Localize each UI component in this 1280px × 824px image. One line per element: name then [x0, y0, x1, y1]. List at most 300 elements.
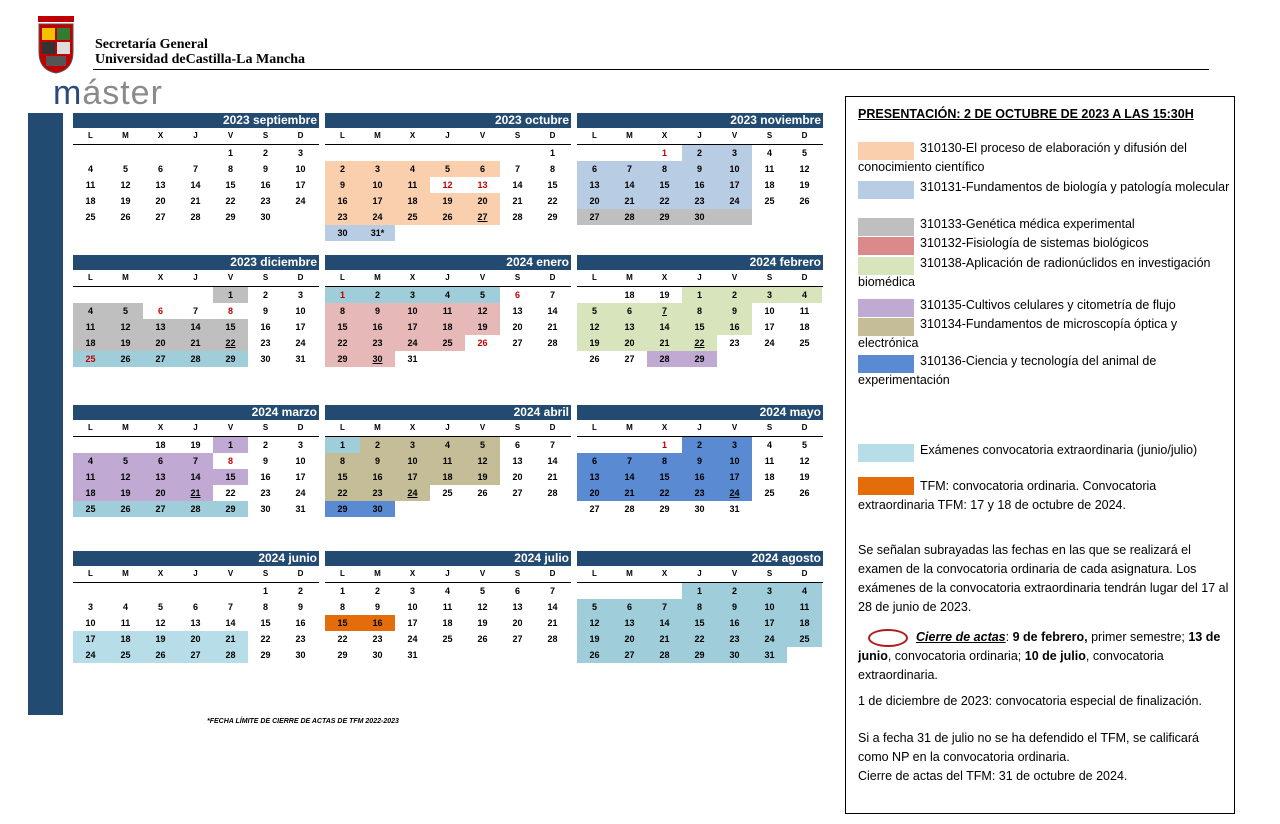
day-cell: 12: [477, 602, 488, 612]
weekday-label: V: [227, 131, 234, 140]
day-cell: 23: [360, 335, 395, 351]
day-cell: 8: [325, 453, 360, 469]
day-cell: 9: [682, 161, 717, 177]
day-cell: 31: [729, 504, 740, 514]
day-cell: 24: [395, 485, 430, 501]
day-cell: 8: [227, 164, 233, 174]
legend-swatch: [858, 318, 914, 336]
day-cell: 3: [297, 290, 303, 300]
day-cell: 1: [661, 440, 667, 450]
month-title: 2024 junio: [73, 551, 319, 566]
day-cell: 6: [157, 306, 163, 316]
month-title: 2024 abril: [325, 405, 571, 420]
day-cell: 19: [120, 196, 131, 206]
day-cell: 15: [647, 469, 682, 485]
weekday-label: M: [374, 423, 381, 432]
weekday-label: D: [801, 423, 808, 432]
day-cell: 19: [477, 618, 488, 628]
day-cell: 16: [260, 180, 271, 190]
day-cell: 16: [682, 469, 717, 485]
weekday-label: D: [297, 131, 304, 140]
day-cell: [787, 647, 822, 663]
weekday-label: V: [227, 569, 234, 578]
day-cell: 4: [430, 437, 465, 453]
legend-swatch: [858, 444, 914, 462]
day-cell: 24: [295, 488, 306, 498]
month-3: [73, 255, 319, 383]
day-cell: 14: [612, 469, 647, 485]
day-cell: 17: [752, 615, 787, 631]
legend-item: [858, 178, 1230, 197]
weekday-header: [577, 420, 823, 437]
day-cell: 21: [190, 196, 201, 206]
day-cell: 18: [155, 440, 166, 450]
day-cell: [535, 647, 570, 663]
day-cell: 6: [514, 586, 520, 596]
day-cell: [612, 437, 647, 453]
day-cell: 6: [577, 161, 612, 177]
day-cell: 30: [360, 351, 395, 367]
day-cell: 10: [85, 618, 96, 628]
day-cell: 19: [430, 193, 465, 209]
day-cell: 15: [682, 319, 717, 335]
day-cell: 9: [360, 453, 395, 469]
day-cell: 5: [479, 586, 485, 596]
day-cell: 31*: [360, 225, 395, 241]
month-title: 2023 diciembre: [73, 255, 319, 270]
weekday-label: M: [374, 131, 381, 140]
day-cell: 16: [682, 177, 717, 193]
legend-item-extraordinaria: Exámenes convocatoria extraordinaria (junio/julio): [858, 441, 1230, 460]
weekday-label: J: [697, 273, 702, 282]
day-cell: 22: [325, 485, 360, 501]
day-cell: 7: [647, 599, 682, 615]
day-cell: 13: [577, 469, 612, 485]
day-cell: 22: [225, 196, 236, 206]
weekday-label: D: [801, 273, 808, 282]
weekday-label: V: [227, 273, 234, 282]
weekday-label: J: [445, 131, 450, 140]
day-cell: 1: [325, 287, 360, 303]
day-cell: 7: [647, 303, 682, 319]
day-cell: [430, 351, 465, 367]
day-cell: 18: [764, 180, 775, 190]
day-cell: 21: [612, 193, 647, 209]
day-cell: 14: [547, 456, 558, 466]
day-cell: 5: [430, 161, 465, 177]
month-title: 2024 julio: [325, 551, 571, 566]
day-cell: [752, 351, 787, 367]
day-cell: 18: [85, 196, 96, 206]
day-cell: 11: [799, 306, 810, 316]
day-cell: 5: [108, 453, 143, 469]
weekday-label: D: [297, 273, 304, 282]
day-cell: 11: [73, 469, 108, 485]
weekday-label: M: [374, 273, 381, 282]
day-cell: 29: [337, 650, 348, 660]
day-cell: 24: [764, 338, 775, 348]
day-cell: 2: [262, 290, 268, 300]
day-cell: 9: [262, 164, 268, 174]
month-8: [577, 405, 823, 533]
weekday-label: S: [766, 423, 773, 432]
day-cell: 3: [752, 287, 787, 303]
day-cell: 22: [325, 335, 360, 351]
day-cell: [108, 583, 143, 599]
day-cell: [500, 351, 535, 367]
day-cell: 5: [465, 287, 500, 303]
weekday-label: J: [697, 423, 702, 432]
day-cell: 25: [442, 488, 453, 498]
weekday-label: V: [731, 423, 738, 432]
day-cell: 2: [262, 440, 268, 450]
day-cell: 14: [190, 180, 201, 190]
day-cell: 4: [87, 164, 93, 174]
day-cell: 30: [717, 647, 752, 663]
weekday-label: V: [227, 423, 234, 432]
day-cell: 29: [213, 501, 248, 517]
weekday-label: X: [661, 423, 668, 432]
day-cell: 18: [764, 472, 775, 482]
weekday-label: M: [626, 273, 633, 282]
day-cell: 3: [717, 145, 752, 161]
day-cell: 3: [717, 437, 752, 453]
weekday-label: D: [801, 569, 808, 578]
day-cell: 16: [360, 469, 395, 485]
weekday-header: [73, 128, 319, 145]
day-cell: 26: [477, 488, 488, 498]
day-cell: 26: [799, 196, 810, 206]
day-cell: 8: [647, 453, 682, 469]
weekday-label: X: [409, 131, 416, 140]
weekday-label: X: [157, 273, 164, 282]
weekday-label: X: [157, 569, 164, 578]
day-cell: 13: [143, 319, 178, 335]
day-cell: 24: [395, 335, 430, 351]
day-cell: 27: [612, 647, 647, 663]
day-cell: 19: [577, 631, 612, 647]
day-cell: 6: [192, 602, 198, 612]
day-cell: 29: [647, 209, 682, 225]
day-cell: [108, 287, 143, 303]
day-cell: 11: [430, 453, 465, 469]
month-title: 2024 agosto: [577, 551, 823, 566]
day-cell: 29: [547, 212, 558, 222]
day-cell: 13: [143, 469, 178, 485]
day-cell: 14: [612, 177, 647, 193]
day-cell: [535, 351, 570, 367]
day-cell: 10: [407, 602, 418, 612]
day-cell: 3: [409, 586, 415, 596]
day-cell: 13: [577, 177, 612, 193]
day-cell: 30: [360, 501, 395, 517]
info-panel: [845, 96, 1235, 814]
day-cell: 17: [360, 193, 395, 209]
sidebar-bar: [28, 113, 63, 715]
day-cell: 1: [661, 148, 667, 158]
university-crest-icon: [36, 16, 76, 74]
month-title: 2024 mayo: [577, 405, 823, 420]
month-title: 2023 octubre: [325, 113, 571, 128]
weekday-label: V: [479, 131, 486, 140]
day-cell: [73, 583, 108, 599]
weekday-header: [577, 128, 823, 145]
day-cell: 11: [85, 180, 96, 190]
weekday-label: J: [193, 423, 198, 432]
day-cell: 17: [295, 322, 306, 332]
legend-swatch: [858, 142, 914, 160]
day-cell: [787, 351, 822, 367]
day-cell: 1: [682, 583, 717, 599]
day-cell: 1: [549, 148, 555, 158]
day-cell: 6: [157, 164, 163, 174]
day-cell: 2: [717, 287, 752, 303]
day-cell: 27: [512, 338, 523, 348]
month-0: [73, 113, 319, 241]
day-cell: 10: [395, 303, 430, 319]
day-cell: 25: [108, 647, 143, 663]
day-cell: 24: [717, 193, 752, 209]
header-secretaria: Secretaría General: [95, 37, 208, 52]
day-cell: [577, 437, 612, 453]
weekday-label: J: [697, 569, 702, 578]
day-cell: 12: [120, 180, 131, 190]
day-cell: 18: [108, 631, 143, 647]
day-cell: 2: [682, 145, 717, 161]
header-divider: [93, 69, 1209, 70]
day-cell: 17: [717, 177, 752, 193]
day-cell: 28: [624, 504, 635, 514]
weekday-label: X: [409, 569, 416, 578]
oval-icon: [868, 629, 908, 647]
day-cell: [73, 437, 108, 453]
day-cell: 21: [213, 631, 248, 647]
day-cell: 19: [143, 631, 178, 647]
legend-item: [858, 296, 1230, 315]
weekday-label: J: [445, 423, 450, 432]
day-cell: 5: [108, 303, 143, 319]
day-cell: 1: [262, 586, 268, 596]
presentation-title: PRESENTACIÓN: 2 DE OCTUBRE DE 2023 A LAS 15:30H: [858, 107, 1194, 121]
day-cell: 12: [442, 180, 453, 190]
day-cell: 18: [430, 469, 465, 485]
day-cell: 4: [73, 453, 108, 469]
day-cell: [535, 501, 570, 517]
cierre-actas-note: Cierre de actas: 9 de febrero, primer semestre; 13 de junio, convocatoria ordinaria; 10 de julio, convocatoria extraordinaria.: [858, 630, 1221, 682]
day-cell: [717, 351, 752, 367]
day-cell: 2: [325, 161, 360, 177]
day-cell: 17: [73, 631, 108, 647]
day-cell: 9: [374, 602, 380, 612]
day-cell: 2: [297, 586, 303, 596]
day-cell: 10: [764, 306, 775, 316]
day-cell: 23: [360, 485, 395, 501]
day-cell: 30: [372, 650, 383, 660]
day-cell: 18: [799, 322, 810, 332]
day-cell: 10: [717, 453, 752, 469]
day-cell: [500, 145, 535, 161]
day-cell: 24: [717, 485, 752, 501]
day-cell: 12: [465, 303, 500, 319]
weekday-label: M: [374, 569, 381, 578]
weekday-label: L: [592, 273, 597, 282]
day-cell: 12: [108, 319, 143, 335]
day-cell: 9: [682, 453, 717, 469]
weekday-label: J: [193, 273, 198, 282]
day-cell: 13: [477, 180, 488, 190]
day-cell: 11: [764, 164, 775, 174]
weekday-label: L: [340, 273, 345, 282]
day-cell: 16: [717, 615, 752, 631]
day-cell: 7: [514, 164, 520, 174]
day-cell: 5: [577, 599, 612, 615]
day-cell: 24: [295, 338, 306, 348]
day-cell: 22: [682, 631, 717, 647]
legend-item: [858, 215, 1230, 234]
weekday-label: X: [157, 423, 164, 432]
month-title: 2024 enero: [325, 255, 571, 270]
weekday-label: M: [122, 131, 129, 140]
weekday-label: S: [262, 131, 269, 140]
day-cell: 19: [108, 335, 143, 351]
day-cell: 20: [512, 472, 523, 482]
day-cell: 30: [260, 212, 271, 222]
day-cell: 20: [512, 618, 523, 628]
day-cell: 21: [547, 472, 558, 482]
day-cell: 1: [213, 287, 248, 303]
day-cell: 19: [465, 319, 500, 335]
day-cell: [178, 145, 213, 161]
day-cell: 20: [143, 335, 178, 351]
day-cell: 13: [190, 618, 201, 628]
day-cell: 28: [178, 501, 213, 517]
weekday-label: X: [661, 569, 668, 578]
day-cell: 21: [178, 335, 213, 351]
day-cell: 20: [577, 485, 612, 501]
day-cell: [577, 145, 612, 161]
day-cell: 25: [85, 212, 96, 222]
legend-swatch: [858, 257, 914, 275]
day-cell: 22: [213, 335, 248, 351]
legend-label: 310131-Fundamentos de biología y patología molecular: [920, 180, 1230, 194]
day-cell: 11: [430, 303, 465, 319]
day-cell: 30: [260, 504, 271, 514]
day-cell: 31: [407, 650, 418, 660]
day-cell: 21: [178, 485, 213, 501]
day-cell: 7: [549, 290, 555, 300]
legend-swatch: [858, 237, 914, 255]
day-cell: 8: [549, 164, 555, 174]
np-note: Si a fecha 31 de julio no se ha defendido el TFM, se calificará como NP en la convocatoria ordinaria.: [858, 731, 1199, 764]
month-11: [577, 551, 823, 679]
day-cell: 28: [612, 209, 647, 225]
day-cell: 10: [360, 177, 395, 193]
day-cell: 28: [512, 212, 523, 222]
weekday-label: D: [549, 131, 556, 140]
day-cell: 4: [787, 287, 822, 303]
weekday-header: [73, 566, 319, 583]
day-cell: [430, 501, 465, 517]
weekday-label: V: [479, 423, 486, 432]
legend-label: 310136-Ciencia y tecnología del animal de experimentación: [858, 354, 1157, 387]
legend-label: 310134-Fundamentos de microscopía óptica y electrónica: [858, 317, 1178, 350]
day-cell: [465, 351, 500, 367]
weekday-label: V: [479, 569, 486, 578]
day-cell: 28: [547, 634, 558, 644]
day-cell: 26: [120, 212, 131, 222]
day-cell: [395, 501, 430, 517]
weekday-label: S: [766, 569, 773, 578]
day-cell: 28: [647, 647, 682, 663]
day-cell: 28: [647, 351, 682, 367]
day-cell: 23: [325, 209, 360, 225]
month-2: [577, 113, 823, 241]
day-cell: 25: [430, 335, 465, 351]
day-cell: 14: [547, 306, 558, 316]
master-logo: máster: [53, 74, 163, 112]
day-cell: 14: [178, 469, 213, 485]
footnote: *FECHA LÍMITE DE CIERRE DE ACTAS DE TFM 2022-2023: [207, 718, 399, 725]
day-cell: 9: [262, 306, 268, 316]
day-cell: 18: [787, 615, 822, 631]
day-cell: 10: [752, 599, 787, 615]
day-cell: 20: [512, 322, 523, 332]
day-cell: 8: [682, 599, 717, 615]
weekday-label: M: [626, 131, 633, 140]
day-cell: 17: [764, 322, 775, 332]
month-10: [325, 551, 571, 679]
day-cell: 4: [766, 440, 772, 450]
day-cell: 23: [372, 634, 383, 644]
day-cell: 29: [682, 351, 717, 367]
month-7: [325, 405, 571, 533]
day-cell: 29: [325, 351, 360, 367]
day-cell: 25: [787, 631, 822, 647]
weekday-label: L: [88, 131, 93, 140]
day-cell: 29: [225, 212, 236, 222]
day-cell: 12: [577, 615, 612, 631]
legend-swatch: [858, 181, 914, 199]
day-cell: 22: [647, 485, 682, 501]
day-cell: 25: [442, 634, 453, 644]
month-title: 2024 febrero: [577, 255, 823, 270]
day-cell: 7: [612, 161, 647, 177]
day-cell: 25: [73, 351, 108, 367]
day-cell: 29: [659, 504, 670, 514]
day-cell: [430, 225, 465, 241]
day-cell: [752, 501, 787, 517]
day-cell: [465, 501, 500, 517]
day-cell: [535, 225, 570, 241]
day-cell: [395, 145, 430, 161]
day-cell: 21: [612, 485, 647, 501]
day-cell: 28: [547, 488, 558, 498]
day-cell: 5: [157, 602, 163, 612]
day-cell: 6: [143, 453, 178, 469]
weekday-label: S: [514, 273, 521, 282]
day-cell: 8: [325, 303, 360, 319]
day-cell: 24: [407, 634, 418, 644]
day-cell: [647, 583, 682, 599]
weekday-header: [325, 420, 571, 437]
day-cell: 22: [225, 488, 236, 498]
day-cell: 18: [442, 618, 453, 628]
weekday-label: S: [514, 423, 521, 432]
day-cell: 29: [682, 647, 717, 663]
day-cell: 9: [297, 602, 303, 612]
weekday-label: L: [88, 423, 93, 432]
cierre-tfm-note: Cierre de actas del TFM: 31 de octubre de 2024.: [858, 769, 1128, 783]
